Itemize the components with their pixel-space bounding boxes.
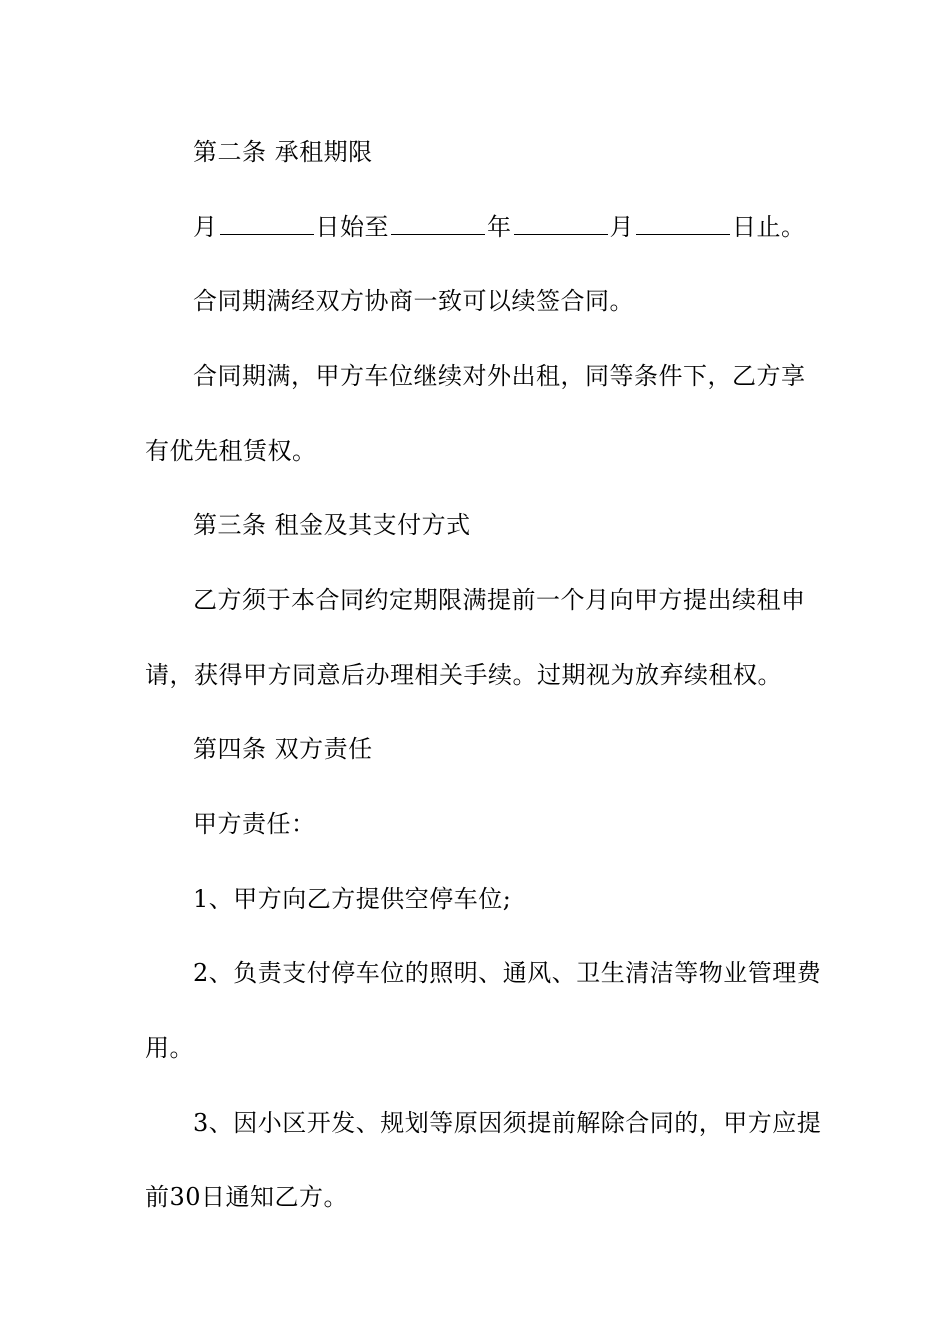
lease-date-range-line: [145, 211, 810, 243]
blank-field: [391, 214, 485, 235]
list-item-1: 1、甲方向乙方提供空停车位;: [193, 885, 512, 913]
paragraph-renewal: 合同期满经双方协商一致可以续签合同。: [193, 287, 634, 315]
blank-field: [220, 214, 314, 235]
section-heading-responsibilities: 第四条 双方责任: [193, 735, 373, 763]
section-heading-rent: 第三条 租金及其支付方式: [193, 511, 471, 539]
blank-field: [514, 214, 608, 235]
paragraph-priority-line-1: 合同期满，甲方车位继续对外出租，同等条件下，乙方享: [193, 362, 806, 390]
paragraph-renewal-application-line-1: 乙方须于本合同约定期限满提前一个月向甲方提出续租申: [193, 586, 806, 614]
list-item-3-line-1: 3、因小区开发、规划等原因须提前解除合同的，甲方应提: [193, 1109, 822, 1137]
day-end-label: 日止。: [732, 213, 806, 241]
month-label: 月: [193, 213, 218, 241]
year-label: 年: [487, 213, 512, 241]
subheading-party-a-responsibilities: 甲方责任：: [193, 810, 316, 838]
list-item-2-line-1: 2、负责支付停车位的照明、通风、卫生清洁等物业管理费: [193, 959, 822, 987]
section-heading-lease-term: 第二条 承租期限: [193, 138, 373, 166]
paragraph-renewal-application-line-2: 请，获得甲方同意后办理相关手续。过期视为放弃续租权。: [145, 661, 782, 689]
month-label: 月: [609, 213, 634, 241]
list-item-2-line-2: 用。: [145, 1034, 194, 1062]
list-item-3-line-2: 前30日通知乙方。: [145, 1183, 349, 1211]
day-start-label: 日始至: [315, 213, 389, 241]
paragraph-priority-line-2: 有优先租赁权。: [145, 437, 317, 465]
blank-field: [636, 214, 730, 235]
